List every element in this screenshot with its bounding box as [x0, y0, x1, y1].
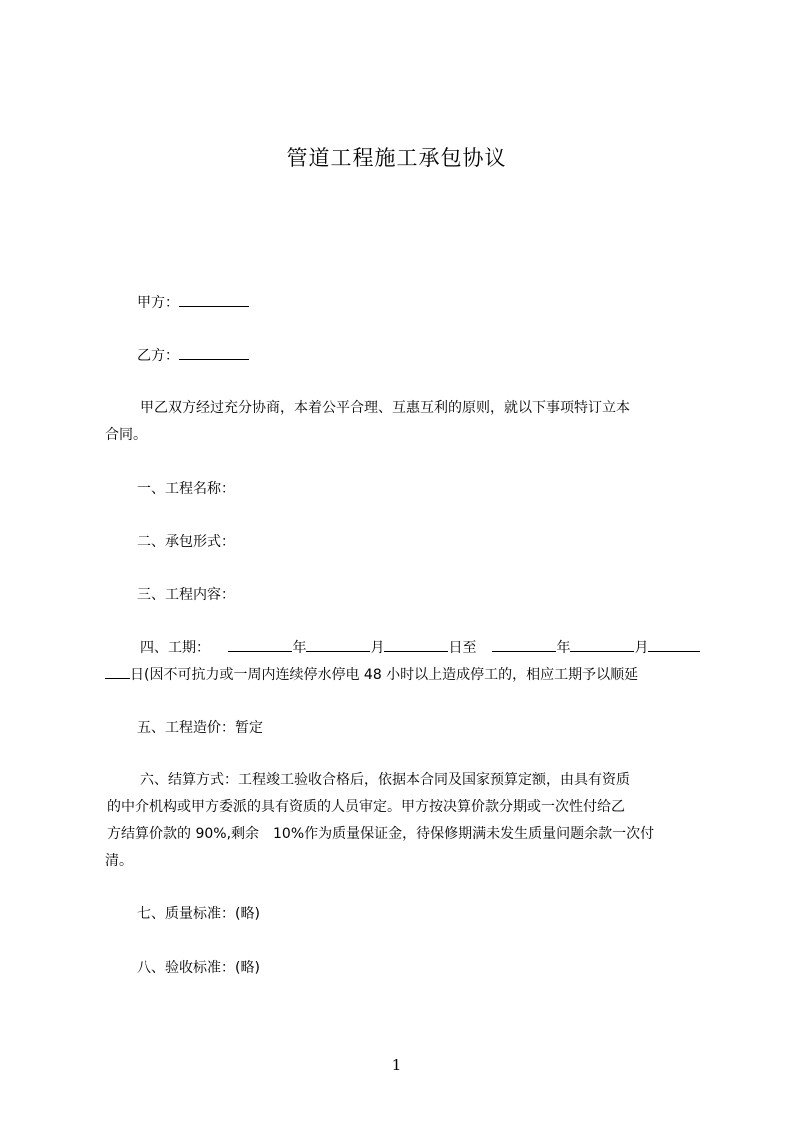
intro-line-1: 甲乙双方经过充分协商，本着公平合理、互惠互利的原则，就以下事项特订立本: [140, 400, 630, 416]
end-month-unit: 月: [634, 640, 649, 656]
clause-6-line-1: 六、结算方式：工程竣工验收合格后，依据本合同及国家预算定额，由具有资质: [140, 772, 630, 788]
clause-4-line-2: [105, 664, 698, 685]
start-month-blank: [306, 637, 370, 652]
party-b-line: [137, 345, 249, 366]
clause-6-line-3: 方结算价款的 90%,剩余 10%作为质量保证金，待保修期满未发生质量问题余款一次付: [107, 826, 655, 842]
end-year-unit: 年: [556, 640, 571, 656]
party-b-label: 乙方：: [137, 348, 179, 364]
party-a-label: 甲方：: [137, 295, 179, 311]
start-day-to: 日至: [448, 640, 477, 656]
clause-2: 二、承包形式：: [137, 534, 235, 550]
clause-8: 八、验收标准：(略): [137, 960, 260, 976]
start-month-unit: 月: [370, 640, 385, 656]
page-number: 1: [391, 1056, 402, 1074]
party-b-blank: [179, 345, 249, 360]
intro-line-2: 合同。: [105, 427, 147, 443]
party-a-blank: [179, 292, 249, 307]
end-year-blank: [492, 637, 556, 652]
start-year-unit: 年: [292, 640, 307, 656]
clause-3: 三、工程内容：: [137, 587, 235, 603]
end-month-blank: [570, 637, 634, 652]
end-day-blank-cont: [105, 664, 130, 679]
clause-4-text: 日(因不可抗力或一周内连续停水停电 48 小时以上造成停工的，相应工期予以顺延: [130, 667, 639, 683]
clause-6-line-2: 的中介机构或甲方委派的具有资质的人员审定。甲方按决算价款分期或一次性付给乙: [107, 799, 625, 815]
clause-6-line-4: 清。: [105, 853, 133, 869]
clause-4-label: 四、工期：: [140, 640, 210, 656]
party-a-line: [137, 292, 249, 313]
clause-4-line-1: [140, 637, 700, 658]
clause-1: 一、工程名称：: [137, 481, 235, 497]
start-year-blank: [228, 637, 292, 652]
document-title: 管道工程施工承包协议: [286, 146, 507, 170]
clause-5: 五、工程造价：暂定: [137, 720, 263, 736]
start-day-blank: [384, 637, 448, 652]
clause-7: 七、质量标准：(略): [137, 906, 260, 922]
end-day-blank: [648, 637, 700, 652]
